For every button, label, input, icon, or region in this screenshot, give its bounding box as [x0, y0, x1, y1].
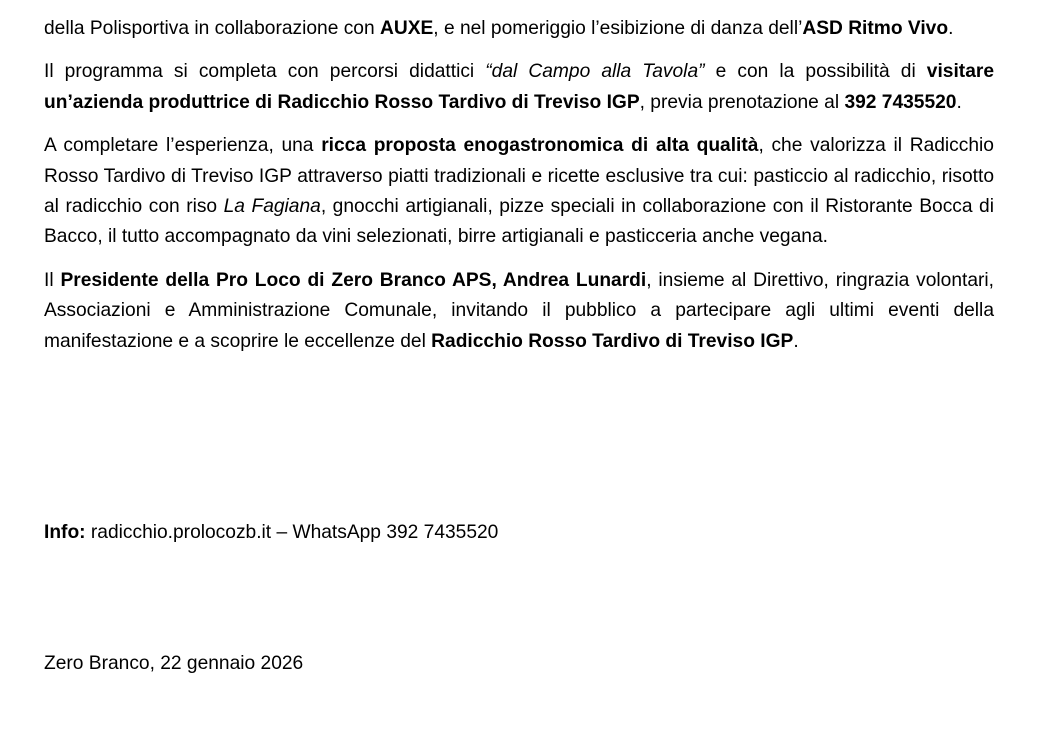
info-label: Info:	[44, 522, 86, 543]
paragraph-1	[44, 14, 994, 44]
text-run: , gnocchi artigianali, pizze speciali in collaborazione con il Ristorante Bocca di Bacco, il tutto accompagnato da vini selezionati, birre artigianali e pasticceria anche vegana.	[44, 196, 994, 248]
text-run: e con la possibilità di	[704, 61, 927, 83]
text-run: , che valorizza il Radicchio Rosso Tardivo di Treviso IGP attraverso piatti tradizionali e ricette esclusive tra cui: pasticcio al radicchio, risotto al radicchio con riso	[44, 135, 994, 218]
paragraph-4	[44, 266, 994, 357]
info-text: radicchio.prolocozb.it – WhatsApp 392 7435520	[85, 522, 499, 543]
info-line	[44, 518, 498, 548]
text-run: .	[793, 330, 799, 352]
text-run-bold: Presidente della Pro Loco di Zero Branco APS, Andrea Lunardi	[60, 269, 647, 291]
text-run: , insieme al Direttivo, ringrazia volontari, Associazioni e Amministrazione Comunale, invitando il pubblico a partecipare agli ultimi eventi della manifestazione e a scoprire le eccellenze del	[44, 269, 994, 352]
text-run-bold: visitare un’azienda produttrice di Radicchio Rosso Tardivo di Treviso IGP	[44, 61, 994, 113]
text-run: della Polisportiva in collaborazione con	[44, 18, 380, 39]
text-run-bold: ASD Ritmo Vivo	[802, 18, 949, 39]
text-run-italic: La Fagiana	[223, 196, 321, 218]
text-run: Il	[44, 269, 61, 291]
text-run: Il programma si completa con percorsi didattici	[44, 61, 486, 83]
paragraph-2	[44, 57, 994, 118]
text-run-italic: “dal Campo alla Tavola”	[485, 61, 705, 83]
text-run: , previa prenotazione al	[639, 91, 845, 113]
text-run-bold: 392 7435520	[844, 91, 957, 113]
text-run: .	[956, 91, 962, 113]
text-run: , e nel pomeriggio l’esibizione di danza dell’	[433, 18, 803, 39]
text-run-bold: ricca proposta enogastronomica di alta qualità	[321, 135, 759, 157]
dateline: Zero Branco, 22 gennaio 2026	[44, 653, 304, 674]
text-run-bold: Radicchio Rosso Tardivo di Treviso IGP	[431, 330, 794, 352]
text-run: .	[948, 18, 954, 39]
text-run: A completare l’esperienza, una	[44, 135, 322, 157]
document-body	[44, 14, 994, 370]
paragraph-3	[44, 131, 994, 253]
text-run-bold: AUXE	[379, 18, 434, 39]
